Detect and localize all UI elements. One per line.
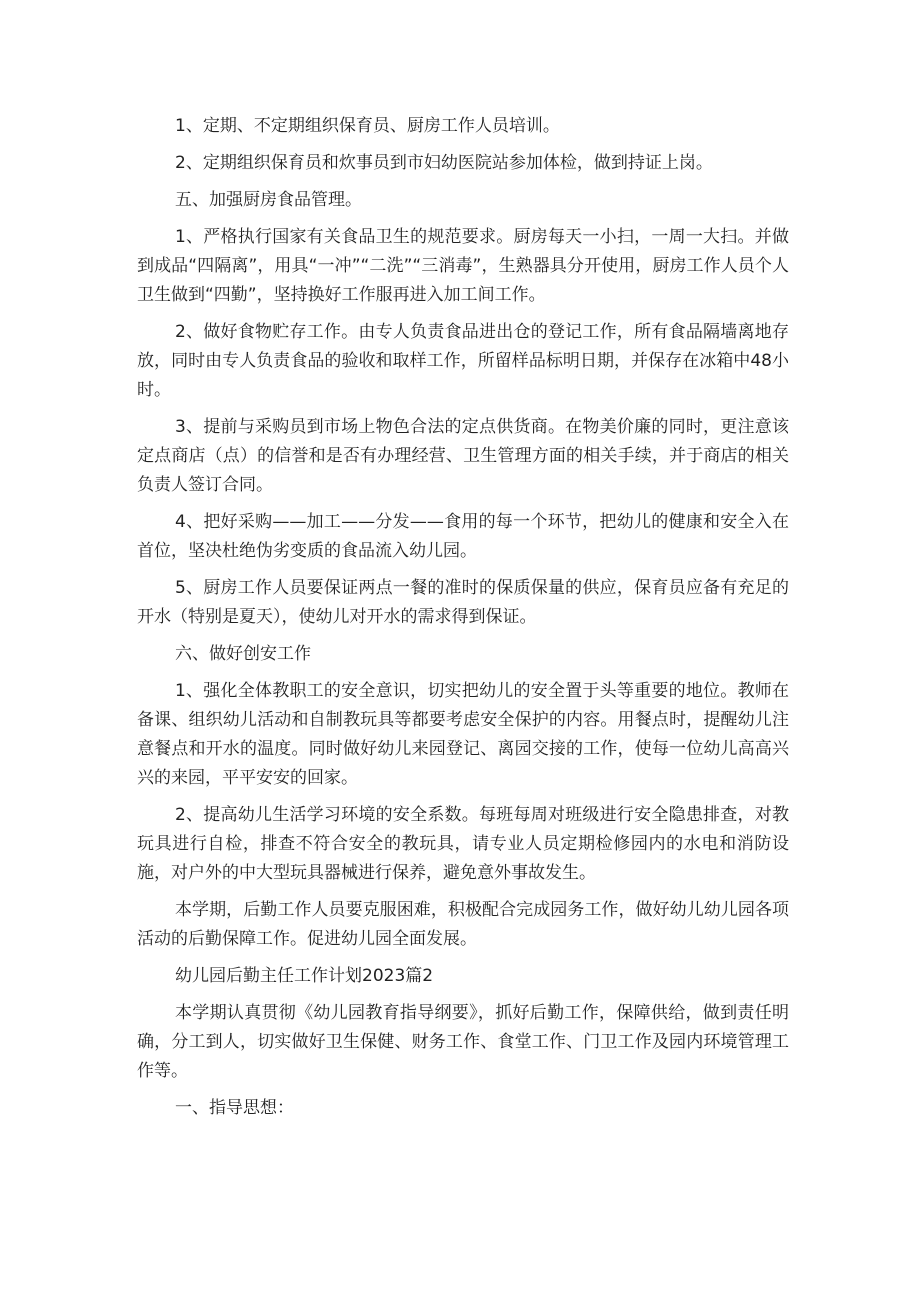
document-subtitle: 幼儿园后勤主任工作计划2023篇2 <box>175 966 434 986</box>
section-heading-5: 五、加强厨房食品管理。 <box>175 190 362 210</box>
document-body <box>137 112 789 1123</box>
paragraph-6: 4、把好采购——加工——分发——食用的每一个环节，把幼儿的健康和安全入在首位，坚决杜绝伪劣变质的食品流入幼儿园。 <box>137 512 789 561</box>
paragraph-9: 2、提高幼儿生活学习环境的安全系数。每班每周对班级进行安全隐患排查，对教玩具进行自检，排查不符合安全的教玩具，请专业人员定期检修园内的水电和消防设施，对户外的中大型玩具器械进行保养，避免意外事故发生。 <box>137 805 789 883</box>
section-heading-1: 一、指导思想： <box>175 1098 294 1118</box>
paragraph-3: 1、严格执行国家有关食品卫生的规范要求。厨房每天一小扫，一周一大扫。并做到成品“四隔离”，用具“一冲”“二洗”“三消毒”，生熟器具分开使用，厨房工作人员个人卫生做到“四勤”，坚持换好工作服再进入加工间工作。 <box>137 227 789 305</box>
paragraph-10: 本学期，后勤工作人员要克服困难，积极配合完成园务工作，做好幼儿幼儿园各项活动的后勤保障工作。促进幼儿园全面发展。 <box>137 900 789 949</box>
paragraph-7: 5、厨房工作人员要保证两点一餐的准时的保质保量的供应，保育员应备有充足的开水（特别是夏天），使幼儿对开水的需求得到保证。 <box>137 578 789 627</box>
paragraph-1: 1、定期、不定期组织保育员、厨房工作人员培训。 <box>175 116 560 136</box>
paragraph-11: 本学期认真贯彻《幼儿园教育指导纲要》，抓好后勤工作，保障供给，做到责任明确，分工到人，切实做好卫生保健、财务工作、食堂工作、门卫工作及园内环境管理工作等。 <box>137 1003 789 1081</box>
paragraph-8: 1、强化全体教职工的安全意识，切实把幼儿的安全置于头等重要的地位。教师在备课、组织幼儿活动和自制教玩具等都要考虑安全保护的内容。用餐点时，提醒幼儿注意餐点和开水的温度。同时做好幼儿来园登记、离园交接的工作，使每一位幼儿高高兴兴的来园，平平安安的回家。 <box>137 681 789 788</box>
paragraph-2: 2、定期组织保育员和炊事员到市妇幼医院站参加体检，做到持证上岗。 <box>175 153 713 173</box>
paragraph-5: 3、提前与采购员到市场上物色合法的定点供货商。在物美价廉的同时，更注意该定点商店（点）的信誉和是否有办理经营、卫生管理方面的相关手续，并于商店的相关负责人签订合同。 <box>137 417 789 495</box>
paragraph-4: 2、做好食物贮存工作。由专人负责食品进出仓的登记工作，所有食品隔墙离地存放，同时由专人负责食品的验收和取样工作，所留样品标明日期，并保存在冰箱中48小时。 <box>137 322 789 400</box>
section-heading-6: 六、做好创安工作 <box>175 644 311 664</box>
